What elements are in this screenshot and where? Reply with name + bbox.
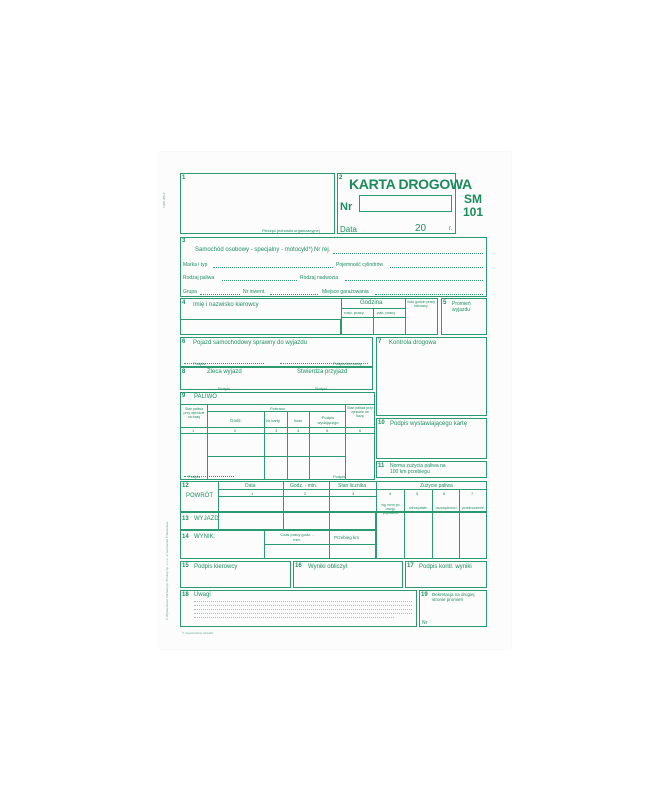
col12-7: 7 <box>471 491 474 496</box>
przekroczenie-label: przekroczenie <box>462 506 484 510</box>
nr-karty-label: Nr karty <box>266 418 280 423</box>
section-4-number: 4 <box>182 300 186 306</box>
wyjazd-label: WYJAZD <box>194 516 219 522</box>
stamp-label: Pieczęć jednostki organizacyjnej <box>262 228 320 233</box>
promien-label: Promień wyjazdu <box>452 301 471 313</box>
divider <box>218 512 219 530</box>
year-field[interactable] <box>428 233 446 234</box>
stan-licznika-label: Stan licznika <box>338 483 367 489</box>
garazowanie-label: Miejsce garażowania <box>322 289 369 295</box>
nr-inwent-field[interactable] <box>270 294 318 295</box>
podpis-label-8b: Podpis <box>315 386 328 391</box>
marka-field[interactable] <box>213 267 333 268</box>
divider <box>283 512 284 530</box>
dekretacja-label: Dekretacja na drugiej stronie promień <box>432 592 475 602</box>
ilosc-label: Ilość <box>294 418 303 423</box>
przebieg-label: Przebieg km <box>334 535 360 540</box>
section-8-number: 8 <box>182 369 186 375</box>
divider <box>264 544 376 545</box>
data-label: Data <box>245 483 256 489</box>
nr-label: Nr <box>340 201 353 213</box>
side-code: TWR-388-2 <box>162 192 166 208</box>
col-3: 3 <box>275 428 278 433</box>
garazowanie-field[interactable] <box>375 294 483 295</box>
section-14-number: 14 <box>182 534 189 540</box>
nr-inwent-label: Nr inwent. <box>243 289 266 295</box>
divider <box>194 613 412 614</box>
divider <box>207 404 208 480</box>
divider <box>207 456 345 457</box>
rozp-label: rozp. pracy <box>344 310 364 315</box>
col12-6: 6 <box>443 491 446 496</box>
date-field[interactable] <box>364 233 414 234</box>
col12-2: 2 <box>304 491 307 496</box>
section-10-number: 10 <box>378 420 385 426</box>
paliwo-label: PALIWO <box>194 394 217 400</box>
powrot-label: POWRÓT <box>186 493 213 499</box>
section-18-number: 18 <box>182 592 189 598</box>
divider <box>194 605 412 606</box>
podpis-kierowcy-label: Podpis kierowcy <box>194 564 238 570</box>
section-1-stamp-box <box>180 173 335 234</box>
footnote: *) niepotrzebne skreślić <box>182 631 214 635</box>
col12-3: 3 <box>352 491 355 496</box>
oszczednosci-label: oszczędności <box>435 506 457 510</box>
ilosc-godzin-label: Ilość godzin pracy kierowcy <box>407 300 436 308</box>
marka-label: Marka i typ <box>183 262 208 268</box>
section-7-number: 7 <box>378 339 382 345</box>
section-19-number: 19 <box>421 592 428 598</box>
podpis-label-6b: Podpis kierowcy <box>333 361 362 366</box>
driver-name-label: Imię i nazwisko kierowcy <box>193 302 259 308</box>
podpis-label-9a: Podpis <box>188 474 201 479</box>
col-6: 6 <box>359 428 362 433</box>
divider <box>218 496 376 497</box>
godz-min-label: Godz. - min. <box>290 483 318 489</box>
podpis-wydajacego-label: Podpis wydającego <box>317 415 339 425</box>
divider <box>264 411 265 480</box>
section-11-number: 11 <box>378 463 385 469</box>
zuzycie-label: Zużycie paliwa <box>420 483 453 489</box>
obliczyl-label: Wyniki obliczył <box>308 564 347 570</box>
godz-label: Godz. <box>230 418 243 423</box>
section-5-number: 5 <box>443 300 447 306</box>
grupa-field[interactable] <box>200 294 240 295</box>
year-label: 20 <box>415 223 427 234</box>
nr-rej-field[interactable] <box>333 253 483 254</box>
rodzaj-paliwa-field[interactable] <box>222 280 297 281</box>
date-label: Data <box>340 225 357 234</box>
norma-label: Norma zużycia paliwa na 100 km przebiegu <box>390 463 446 475</box>
divider <box>218 489 487 490</box>
rodzaj-paliwa-label: Rodzaj paliwa <box>183 275 215 281</box>
col12-4: 4 <box>389 491 392 496</box>
divider <box>180 427 375 428</box>
divider <box>194 609 412 610</box>
zleca-label: Zleca wyjazd <box>207 369 242 375</box>
divider <box>180 433 375 434</box>
wynik-label: WYNIK: <box>194 534 216 540</box>
godzina-label: Godzina <box>360 300 383 306</box>
kontrola-label: Kontrola drogowa <box>389 340 437 346</box>
pobrano-label: Pobrano <box>270 406 286 411</box>
podpis-label-9b: Podpis <box>333 474 346 479</box>
podpis-label-8a: Podpis <box>218 386 231 391</box>
section-1-number: 1 <box>182 175 186 181</box>
section-2-number: 2 <box>339 175 343 181</box>
divider <box>194 617 394 618</box>
section-13-number: 13 <box>182 516 189 522</box>
stan-po-label: Stan paliwa przy wjeździe na bazę <box>183 407 205 419</box>
section-7-box <box>376 337 487 416</box>
col-5: 5 <box>326 428 329 433</box>
section-12-number: 12 <box>182 483 189 489</box>
nr-19-label: Nr <box>422 620 428 626</box>
section-16-number: 16 <box>295 563 302 569</box>
divider <box>309 411 310 480</box>
col-2: 2 <box>234 428 237 433</box>
divider <box>329 512 330 530</box>
driver-name-field[interactable] <box>180 319 341 335</box>
pojemnosc-label: Pojemność cylindrów <box>336 262 383 268</box>
side-publisher-text: © Wydawnictwo Michalczyk i Prokop Sp. z o.o. ul. Garbarska 5 Warszawa <box>165 521 169 620</box>
divider <box>405 298 406 335</box>
stwierdza-label: Stwierdza przyjazd <box>297 369 348 375</box>
nr-rej-label: Nr rej. <box>314 247 331 253</box>
col12-5: 5 <box>416 491 419 496</box>
nr-field[interactable] <box>359 195 452 212</box>
wg-norm-label: wg norm po uwzgl. poprawek <box>381 503 400 515</box>
section-6-number: 6 <box>182 339 186 345</box>
podpis-label-6a: Podpis <box>193 361 206 366</box>
uwagi-label: Uwagi <box>194 592 211 598</box>
divider <box>341 317 405 318</box>
kontr-label: Podpis kontr. wyniki <box>419 564 472 570</box>
rodzaj-nadwozia-field[interactable] <box>345 280 483 281</box>
section-17-number: 17 <box>407 563 414 569</box>
vehicle-type-label: Samochód osobowy - specjalny - motocykl*) <box>195 247 313 253</box>
form-title: KARTA DROGOWA <box>349 176 472 192</box>
zak-label: zak. pracy <box>377 310 396 315</box>
section-15-number: 15 <box>182 563 189 569</box>
col-1: 1 <box>192 428 195 433</box>
stan-przy-label: Stan paliwa przy zjeździe na bazę <box>347 406 373 418</box>
divider <box>207 411 345 412</box>
divider <box>345 404 346 480</box>
divider <box>194 601 412 602</box>
divider <box>373 308 374 335</box>
rzeczywiste-label: rzeczywiste <box>408 506 428 510</box>
divider <box>287 411 288 480</box>
section-3-number: 3 <box>182 238 186 244</box>
col12-1: 1 <box>251 491 254 496</box>
col-4: 4 <box>297 428 300 433</box>
code-sm: SM 101 <box>462 192 484 219</box>
r-label: r. <box>449 226 453 232</box>
rodzaj-nadwozia-label: Rodzaj nadwozia <box>300 275 339 281</box>
wystawiajacy-label: Podpis wystawiającego kartę <box>390 421 468 427</box>
fuel-usage-area <box>376 512 487 559</box>
section-9-number: 9 <box>182 393 186 399</box>
pojemnosc-field[interactable] <box>390 267 483 268</box>
vehicle-ready-label: Pojazd samochodowy sprawny do wyjazdu <box>193 340 308 346</box>
grupa-label: Grupa <box>183 289 197 295</box>
czas-pracy-label: Czas pracy godz. - min. <box>280 532 314 542</box>
